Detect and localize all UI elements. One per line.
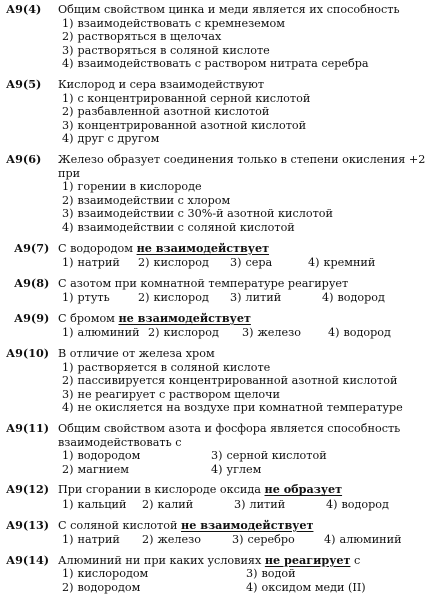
question-a9-6 — [6, 153, 432, 235]
question-a9-11 — [6, 422, 432, 476]
answer-option[interactable]: 1) растворяется в соляной кислоте — [62, 360, 271, 374]
question-stem: В отличие от железа хром — [58, 347, 215, 361]
answer-option[interactable]: 2) калий — [142, 498, 194, 511]
answer-option[interactable]: 4) водород — [326, 498, 389, 511]
emphasis-text: не взаимодействует — [181, 517, 314, 532]
answer-option[interactable]: 4) водород — [328, 326, 391, 340]
question-a9-14 — [6, 554, 432, 595]
question-number: А9(6) — [6, 151, 42, 166]
answer-option[interactable]: 4) взаимодействии с соляной кислотой — [62, 220, 295, 234]
answer-option[interactable]: 3) концентрированной азотной кислотой — [62, 118, 307, 132]
answer-option[interactable]: 1) с концентрированной серной кислотой — [62, 91, 311, 105]
question-stem: С водородом не взаимодействует — [58, 240, 270, 255]
question-number: А9(12) — [6, 482, 50, 497]
answer-option[interactable]: 2) пассивируется концентрированной азотной кислотой — [62, 374, 398, 388]
emphasis-text: не взаимодействует — [118, 310, 251, 325]
answer-option[interactable]: 4) кремний — [308, 256, 376, 270]
answer-option[interactable]: 1) водородом — [62, 449, 141, 463]
answer-option[interactable]: 2) растворяться в щелочах — [62, 30, 222, 44]
question-number: А9(9) — [14, 310, 50, 325]
answer-option[interactable]: 1) натрий — [62, 256, 120, 270]
question-a9-5 — [6, 78, 432, 146]
answer-option[interactable]: 2) кислород — [138, 291, 209, 305]
question-number: А9(5) — [6, 76, 42, 91]
answer-option[interactable]: 2) водородом — [62, 580, 141, 594]
question-a9-8 — [6, 277, 432, 305]
question-a9-13 — [6, 519, 432, 547]
answer-option[interactable]: 3) серной кислотой — [211, 449, 327, 463]
answer-option[interactable]: 3) не реагирует с раствором щелочи — [62, 387, 281, 401]
answer-option[interactable]: 4) алюминий — [324, 533, 402, 547]
question-number: А9(7) — [14, 240, 50, 255]
question-a9-7 — [6, 242, 432, 270]
question-number: А9(10) — [6, 346, 50, 361]
answer-option[interactable]: 3) литий — [234, 498, 286, 511]
answer-option[interactable]: 1) натрий — [62, 533, 120, 547]
answer-option[interactable]: 1) кальций — [62, 498, 127, 511]
question-a9-10 — [6, 347, 432, 415]
answer-option[interactable]: 3) литий — [230, 291, 282, 305]
answer-option[interactable]: 4) водород — [322, 291, 385, 305]
question-number: А9(8) — [14, 275, 50, 290]
answer-option[interactable]: 4) взаимодействовать с раствором нитрата серебра — [62, 57, 369, 71]
question-stem: С азотом при комнатной температуре реагирует — [58, 276, 349, 290]
answer-option[interactable]: 2) кислород — [148, 326, 219, 340]
answer-option[interactable]: 4) не окисляется на воздухе при комнатной температуре — [62, 401, 403, 415]
question-a9-12 — [6, 483, 432, 511]
emphasis-text: не образует — [264, 482, 343, 497]
answer-option[interactable]: 3) серебро — [232, 533, 295, 547]
answer-option[interactable]: 2) железо — [142, 533, 201, 547]
question-number: А9(11) — [6, 421, 50, 436]
question-stem: Общим свойством азота и фосфора является способность взаимодействовать с — [58, 422, 401, 449]
question-number: А9(13) — [6, 517, 50, 532]
emphasis-text: не реагирует — [264, 552, 351, 567]
answer-option[interactable]: 1) взаимодействовать с кремнеземом — [62, 16, 285, 30]
question-number: А9(14) — [6, 552, 50, 567]
answer-option[interactable]: 4) друг с другом — [62, 132, 160, 146]
question-stem: С бромом не взаимодействует — [58, 310, 251, 325]
answer-option[interactable]: 4) углем — [211, 462, 262, 476]
answer-option[interactable]: 1) алюминий — [62, 326, 140, 340]
answer-option[interactable]: 3) водой — [246, 567, 296, 581]
answer-option[interactable]: 1) кислородом — [62, 567, 149, 581]
question-stem: С соляной кислотой не взаимодействует — [58, 517, 314, 532]
question-stem: Алюминий ни при каких условиях не реагирует с — [58, 552, 361, 567]
answer-option[interactable]: 2) кислород — [138, 256, 209, 270]
answer-option[interactable]: 3) взаимодействии с 30%-й азотной кислотой — [62, 207, 333, 221]
answer-option[interactable]: 4) оксидом меди (II) — [246, 580, 366, 594]
answer-option[interactable]: 1) горении в кислороде — [62, 180, 202, 194]
question-a9-4 — [6, 3, 432, 71]
answer-option[interactable]: 2) разбавленной азотной кислотой — [62, 105, 270, 119]
question-stem: Кислород и сера взаимодействуют — [58, 77, 265, 91]
answer-option[interactable]: 3) железо — [242, 326, 301, 340]
question-stem: Общим свойством цинка и меди является их способность — [58, 3, 400, 16]
question-stem: При сгорании в кислороде оксида не образует — [58, 482, 343, 497]
question-stem: Железо образует соединения только в степени окисления +2 при — [58, 152, 426, 180]
answer-option[interactable]: 3) растворяться в соляной кислоте — [62, 43, 270, 57]
question-number: А9(4) — [6, 2, 42, 16]
emphasis-text: не взаимодействует — [136, 240, 270, 255]
question-a9-9 — [6, 312, 432, 340]
answer-option[interactable]: 3) сера — [230, 256, 273, 270]
answer-option[interactable]: 2) взаимодействии с хлором — [62, 193, 231, 207]
answer-option[interactable]: 2) магнием — [62, 462, 129, 476]
answer-option[interactable]: 1) ртуть — [62, 291, 110, 305]
